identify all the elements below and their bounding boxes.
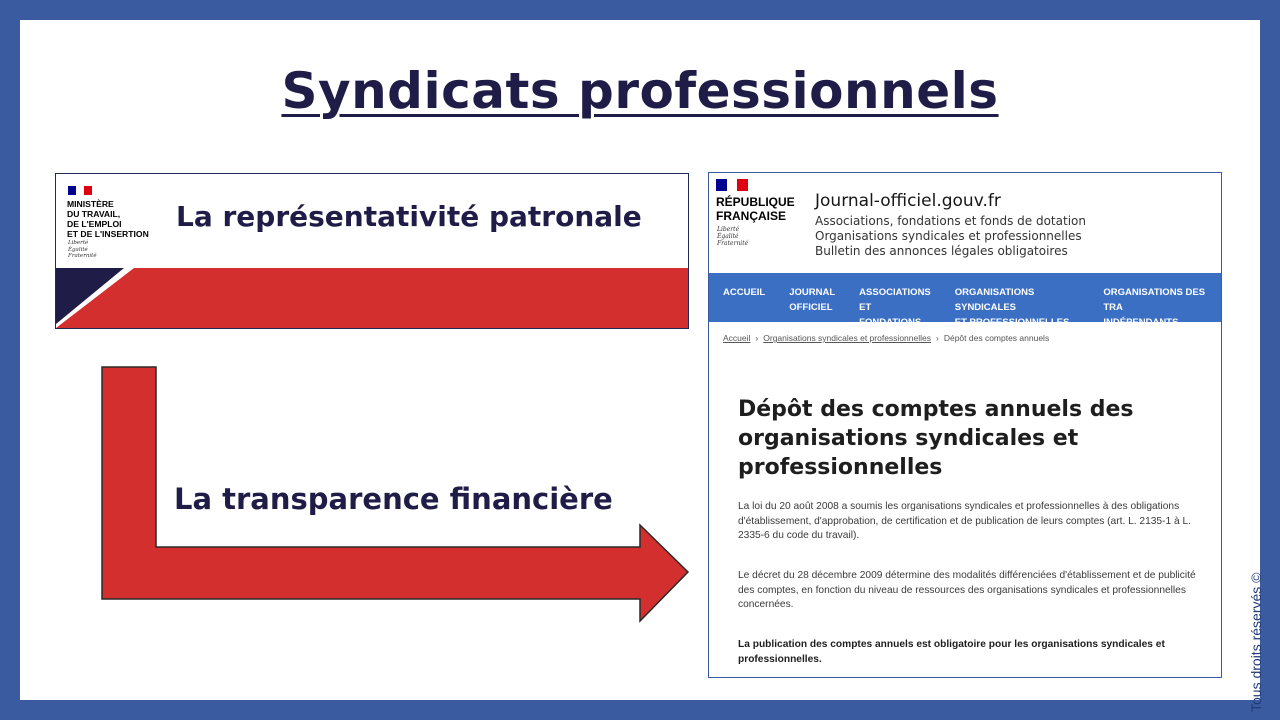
paragraph-loi: La loi du 20 août 2008 a soumis les organisations syndicales et professionnelles à des obligations d'établissement, d'approbation, de certification et de publication de leurs comptes (art. L. 2135-1 à L. 2335-6 du code du travail). [738, 501, 1191, 541]
nav-item-associations[interactable]: ASSOCIATIONS ET FONDATIONS [859, 287, 931, 328]
site-subtitle-line: Bulletin des annonces légales obligatoires [815, 244, 1068, 258]
site-subtitle-line: Associations, fondations et fonds de dotation [815, 214, 1086, 228]
ministry-banner [55, 173, 689, 329]
banner-heading: La représentativité patronale [176, 200, 642, 233]
breadcrumb [723, 333, 1049, 343]
nav-item-journal-officiel[interactable]: JOURNAL OFFICIEL [789, 287, 836, 313]
slide [20, 20, 1264, 712]
nav-item-organisations-travailleurs[interactable]: ORGANISATIONS DES TRA INDÉPENDANTS [1103, 287, 1206, 328]
banner-red-stripe [56, 268, 688, 328]
ministry-name: MINISTÈRE DU TRAVAIL, DE L'EMPLOI ET DE L'INSERTION [67, 199, 149, 239]
nav-item-organisations-syndicales[interactable]: ORGANISATIONS SYNDICALES ET PROFESSIONNELLES [954, 287, 1070, 328]
site-name[interactable]: Journal-officiel.gouv.fr [815, 191, 1001, 211]
chevron-right-icon: › [755, 333, 759, 343]
arrow-label: La transparence financière [174, 482, 613, 516]
paragraph-decret: Le décret du 28 décembre 2009 détermine des modalités différenciées d'établissement et de publicité des comptes, en fonction du niveau de ressources des organisations syndicales et professionnelles concernées. [738, 570, 1196, 610]
site-subtitle-line: Organisations syndicales et professionnelles [815, 229, 1082, 243]
banner-diagonal-stripe [56, 268, 146, 328]
chevron-right-icon: › [935, 333, 939, 343]
french-flag-icon [68, 186, 92, 195]
ministry-motto: Liberté Égalité Fraternité [68, 240, 97, 259]
copyright-notice: Tous droits réservés © [1248, 572, 1264, 712]
main-nav [709, 273, 1221, 328]
republique-motto: Liberté Égalité Fraternité [717, 226, 749, 247]
breadcrumb-current: Dépôt des comptes annuels [943, 333, 1050, 343]
breadcrumb-link-organisations[interactable]: Organisations syndicales et professionnelles [763, 333, 931, 343]
nav-item-accueil[interactable]: ACCUEIL [723, 287, 766, 298]
journal-officiel-screenshot [708, 172, 1222, 678]
slide-title: Syndicats professionnels [281, 62, 999, 120]
paragraph-publication: La publication des comptes annuels est obligatoire pour les organisations syndicales et professionnelles. [738, 639, 1165, 665]
site-subtitle [815, 214, 1086, 259]
breadcrumb-link-accueil[interactable]: Accueil [723, 333, 751, 343]
republique-francaise-label: RÉPUBLIQUE FRANÇAISE [716, 195, 795, 223]
marianne-flag-icon [716, 179, 748, 191]
page-heading: Dépôt des comptes annuels des organisations syndicales et professionnelles [738, 397, 1134, 480]
